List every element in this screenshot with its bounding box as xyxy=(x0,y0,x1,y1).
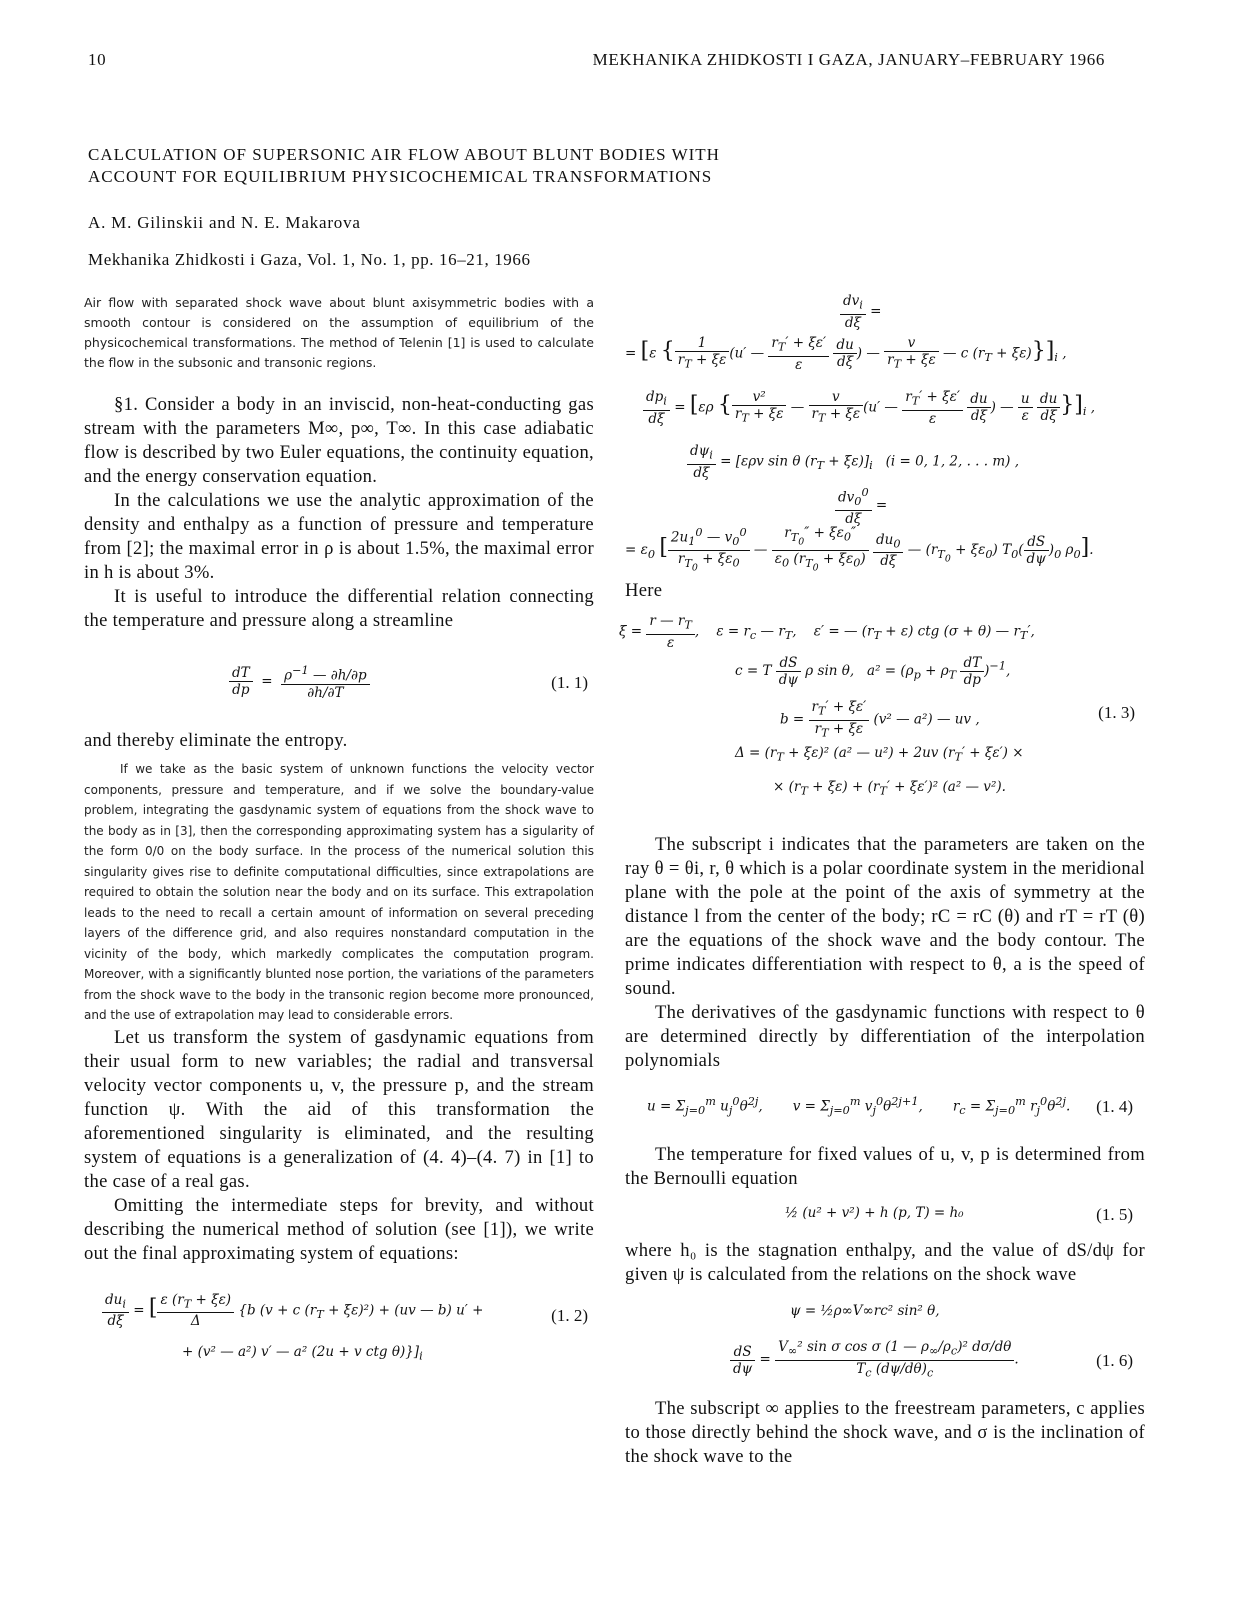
citation: Mekhanika Zhidkosti i Gaza, Vol. 1, No. 1, pp. 16–21, 1966 xyxy=(88,250,531,269)
equation-1-6-number: (1. 6) xyxy=(1096,1351,1133,1370)
paragraph-1: §1. Consider a body in an inviscid, non-heat-conducting gas stream with the parameters M∞, p∞, T∞. In this case adiabatic flow is described by two Euler equations, the continuity equation, and the energy conservation equation. xyxy=(84,394,594,487)
paragraph-5: Let us transform the system of gasdynamic equations from their usual form to new variables; the radial and transversal velocity vector components u, v, the pressure p, and the stream function ψ. With the aid of this transformation the aforementioned singularity is eliminated, and the resulting system of equations is a generalization of (4. 4)–(4. 7) in [1] to the case of a real gas. xyxy=(84,1026,594,1192)
title-line-2: ACCOUNT FOR EQUILIBRIUM PHYSICOCHEMICAL TRANSFORMATIONS xyxy=(88,167,713,186)
page-number: 10 xyxy=(88,50,107,69)
equation-1-1 xyxy=(84,633,594,729)
equation-1-3 xyxy=(619,603,1145,803)
equation-1-2-number: (1. 2) xyxy=(551,1305,588,1325)
article-title xyxy=(88,144,848,188)
paragraph-3: It is useful to introduce the differential relation connecting the temperature and pressure along a streamline xyxy=(84,586,594,631)
title-line-1: CALCULATION OF SUPERSONIC AIR FLOW ABOUT BLUNT BODIES WITH xyxy=(88,145,720,164)
equation-1-4 xyxy=(625,1073,1145,1143)
equation-1-4-number: (1. 4) xyxy=(1096,1097,1133,1116)
right-paragraph-2: The derivatives of the gasdynamic functions with respect to θ are determined directly by differentiation of the interpolation polynomials xyxy=(625,1002,1145,1071)
here-label: Here xyxy=(625,580,663,601)
eq-dv-rhs: = [ε { $\frac{1}{r_T + \xi\varepsilon}$ (u′ — $\frac{r_T' + \xi\varepsilon'}{\varepsilon}$ $\frac{du}{d\xi}$ ) — $\frac{v}{r_T + \xi\varepsilon}$ — c $(r_T + \xi\varepsilon)\}]_i$ , xyxy=(625,335,1067,373)
equation-1-6 xyxy=(625,1287,1145,1397)
right-column xyxy=(619,293,1145,1469)
equation-1-5 xyxy=(625,1191,1145,1239)
paragraph-4: and thereby eliminate the entropy. xyxy=(84,730,348,751)
equation-system-block xyxy=(625,293,1145,573)
paragraph-6: Omitting the intermediate steps for brevity, and without describing the numerical method of solution (see [1]), we write out the final approximating system of equations: xyxy=(84,1194,594,1264)
equation-1-1-number: (1. 1) xyxy=(551,673,588,692)
right-paragraph-5: The subscript ∞ applies to the freestream parameters, c applies to those directly behind the shock wave, and σ is the inclination of the shock wave to the xyxy=(625,1398,1145,1467)
equation-1-2-line-1: $\frac{du_i}{d\xi}$ = [ $\frac{\varepsilon (r_T + \xi\varepsilon)}{\Delta}$ {b (v + c $(r_T + \xi\varepsilon)^2) + (uv$ — b) u′ + xyxy=(102,1292,483,1330)
eq-1-3-line-2: c = T $\frac{dS}{d\psi}$ ρ sin θ, $a^2 = (\rho_p + \rho_T$ $\frac{dT}{dp}$ )$^{-1}$, xyxy=(735,655,1011,688)
equation-1-1-body: $\frac{dT}{dp}$ = $\frac{\rho^{-1} — \partial h/\partial p}{\partial h/\partial T}$ xyxy=(229,663,370,701)
abstract xyxy=(84,293,594,373)
equation-1-3-number: (1. 3) xyxy=(1098,703,1135,722)
left-column xyxy=(84,293,594,1382)
abstract-text: Air flow with separated shock wave about blunt axisymmetric bodies with a smooth contour is considered on the assumption of equilibrium of the physicochemical transformations. The method of Telenin [1] is used to calculate the flow in the subsonic and transonic regions. xyxy=(84,295,594,370)
equation-1-2-line-2: + (v² — a²) v′ — a² (2u + v ctg $\theta)\}]_i$ xyxy=(182,1343,423,1363)
paragraph-2: In the calculations we use the analytic approximation of the density and enthalpy as a function of pressure and temperature from [2]; the maximal error in ρ is about 1.5%, the maximal error in h is about 3%. xyxy=(84,490,594,583)
journal-running-head: MEKHANIKA ZHIDKOSTI I GAZA, JANUARY–FEBRUARY 1966 xyxy=(592,50,1105,69)
eq-dpsi: $\frac{d\psi_i}{d\xi}$ = [ερv sin θ $(r_T + \xi\varepsilon)]_i$ (i = 0, 1, 2, . . . m) , xyxy=(687,443,1019,481)
eq-dv-lhs: $\frac{dv_i}{d\xi}$ = xyxy=(840,293,882,331)
authors: A. M. Gilinskii and N. E. Makarova xyxy=(88,213,361,232)
right-paragraph-1: The subscript i indicates that the parameters are taken on the ray θ = θi, r, θ which is a polar coordinate system in the meridional plane with the pole at the point of the axis of symmetry at the distance l from the center of the body; rC = rC (θ) and rT = rT (θ) are the equations of the shock wave and the body contour. The prime indicates differentiation with respect to θ, a is the speed of sound. xyxy=(625,834,1145,999)
equation-1-6-line-2: $\frac{dS}{d\psi}$ = $\frac{V_\infty^2 \sin \sigma \cos \sigma (1 — \rho_\infty/\rho_c)^2 d\sigma/d\theta}{T_c (d\psi/d\theta)_c}$ . xyxy=(730,1339,1019,1381)
eq-dv0-lhs: $\frac{dv_0^0}{d\xi}$ = xyxy=(835,485,887,527)
equation-1-2 xyxy=(84,1286,594,1382)
right-paragraph-4: where h₀ is the stagnation enthalpy, and the value of dS/dψ for given ψ is calculated from the relations on the shock wave xyxy=(625,1240,1145,1285)
equation-1-6-line-1: ψ = ½ρ∞V∞rc² sin² θ, xyxy=(790,1303,940,1319)
eq-dp: $\frac{dp_i}{d\xi}$ = [ερ { $\frac{\text{v²}}{r_T + \xi\varepsilon}$ — $\frac{v}{r_T + \xi\varepsilon}$ (u′ — $\frac{r_T' + \xi\varepsilon'}{\varepsilon}$ $\frac{du}{d\xi}$ ) — $\frac{u}{\varepsilon}$ $\frac{du}{d\xi}$ }]$_i$ , xyxy=(643,389,1095,427)
equation-1-5-number: (1. 5) xyxy=(1096,1205,1133,1224)
right-paragraph-3: The temperature for fixed values of u, v, p is determined from the Bernoulli equation xyxy=(625,1144,1145,1189)
eq-1-3-line-4: $\Delta = (r_T + \xi\varepsilon)^2$ (a² — u²) + 2uv $(r_T' + \xi\varepsilon')$ × xyxy=(735,745,1024,764)
eq-1-3-line-1: ξ = $\frac{r — r_T}{\varepsilon}$ , $\varepsilon = r_c$ — $r_T$, ε′ = — $(r_T + \varepsilon)$ ctg (σ + θ) — $r_T'$, xyxy=(619,613,1035,651)
eq-1-3-line-5: × $(r_T + \xi\varepsilon) + (r_T' + \xi\varepsilon')^2$ (a² — v²). xyxy=(773,779,1006,798)
eq-1-3-line-3: b = $\frac{r_T' + \xi\varepsilon'}{r_T + \xi\varepsilon}$ (v² — a²) — uv , xyxy=(780,699,980,740)
equation-1-5-body: ½ (u² + v²) + h (p, T) = h₀ xyxy=(785,1205,964,1221)
eq-dv0-rhs: = $\varepsilon_0$ [ $\frac{2u_1^0 — v_0^0}{r_{T_0} + \xi\varepsilon_0}$ — $\frac{r_{T_0}'' + \xi\varepsilon_0''}{\varepsilon_0 (r_{T_0} + \xi\varepsilon_0)}$ $\frac{du_0}{d\xi}$ — $(r_{T_0} + \xi\varepsilon_0)$ $T_0$( $\frac{dS}{d\psi}$ )$_0$ $\rho_0$]. xyxy=(625,525,1094,574)
equation-1-4-body: $u = \Sigma_{j=0}^m$ $u_j^0\theta^{2j}$, $v = \Sigma_{j=0}^m$ $v_j^0\theta^{2j+1}$, $r_c = \Sigma_{j=0}^m$ $r_j^0\theta^{2j}$. xyxy=(647,1095,1071,1118)
small-print-paragraph: If we take as the basic system of unknown functions the velocity vector components, pressure and temperature, and if we solve the boundary-value problem, integrating the gasdynamic system of equations from the shock wave to the body as in [3], then the corresponding approximating system has a sigularity of the form 0/0 on the body surface. In the process of the numerical solution this singularity gives rise to definite computational difficulties, since extrapolations are required to obtain the solution near the body and on its surface. This extrapolation leads to the need to recall a certain amount of information on several preceding layers of the difference grid, and also requires nonstandard computation in the vicinity of the body, which markedly complicates the computation program. Moreover, with a significantly blunted nose portion, the variations of the parameters from the shock wave to the body in the transonic region become more pronounced, and the use of extrapolation may lead to considerable errors. xyxy=(84,762,594,1022)
